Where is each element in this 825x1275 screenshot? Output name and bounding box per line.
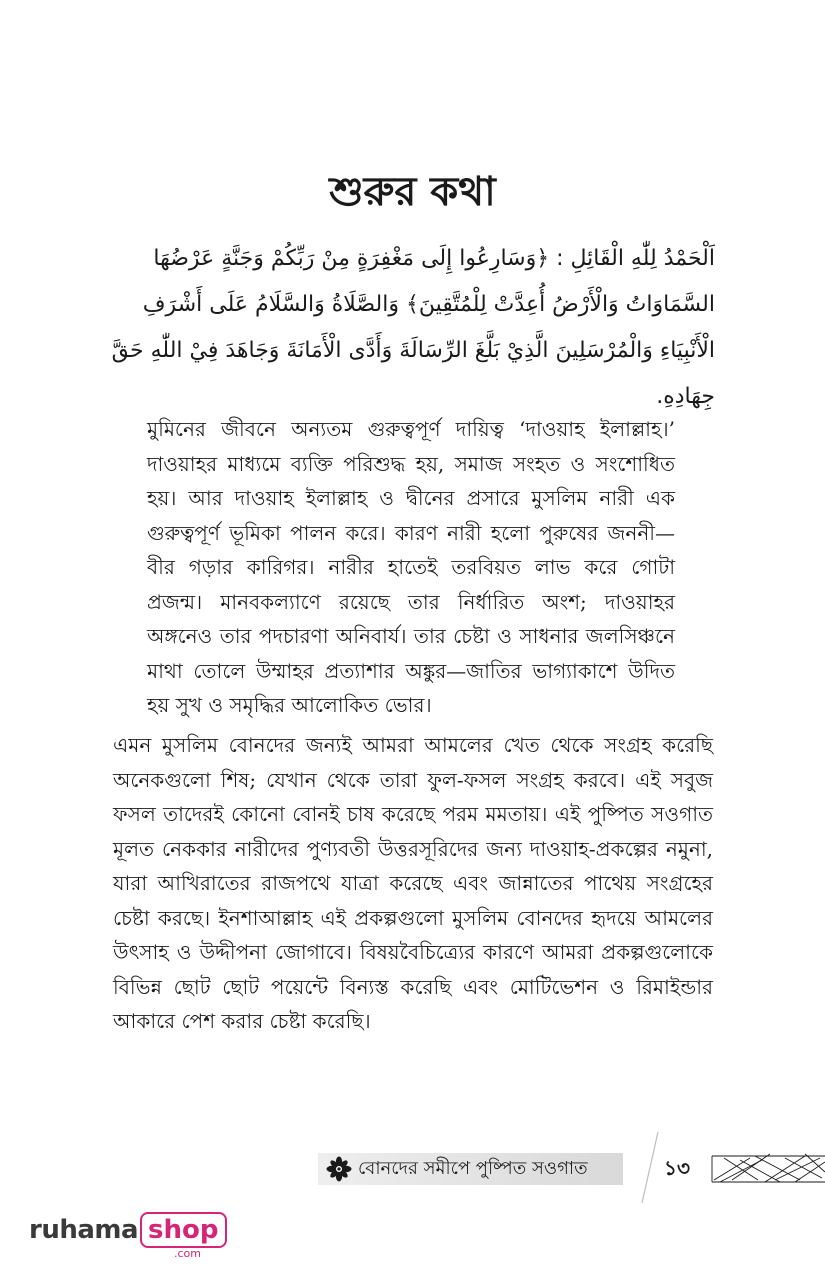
- arabic-invocation: [110, 236, 715, 420]
- ruhama-shop-logo: [29, 1212, 227, 1260]
- footer-hatch-ornament: [710, 1150, 825, 1188]
- body-paragraph: [113, 728, 713, 1039]
- logo-wordmark: ruhama: [29, 1215, 139, 1245]
- body-text: এমন মুসলিম বোনদের জন্যই আমরা আমলের খেত থেকে সংগ্রহ করেছি অনেকগুলো শিষ; যেখান থেকে তারা ফুল-ফসল সংগ্রহ করবে। এই সবুজ ফসল তাদেরই কোনো বোনই চাষ করেছে পরম মমতায়। এই পুষ্পিত সওগাত মূলত নেককার নারীদের পুণ্যবতী উত্তরসূরিদের জন্য দাওয়াহ-প্রকল্পের নমুনা, যারা আখিরাতের রাজপথে যাত্রা করেছে এবং জান্নাতের পাথেয় সংগ্রহের চেষ্টা করছে। ইনশাআল্লাহ এই প্রকল্পগুলো মুসলিম বোনদের হৃদয়ে আমলের উৎসাহ ও উদ্দীপনা জোগাবে। বিষয়বৈচিত্র্যের কারণে আমরা প্রকল্পগুলোকে বিভিন্ন ছোট ছোট পয়েন্টে বিন্যস্ত করেছি এবং মোটিভেশন ও রিমাইন্ডার আকারে পেশ করার চেষ্টা করেছি।: [113, 733, 713, 1033]
- logo-domain: .com: [174, 1247, 201, 1260]
- arabic-line: الْأَنْبِيَاءِ وَالْمُرْسَلِينَ الَّذِيْ بَلَّغَ الرِّسَالَةَ وَأَدَّى الْأَمَانَةَ وَجَاهَدَ فِيْ اللّٰهِ حَقَّ: [111, 338, 715, 363]
- logo-shop-badge: shop: [140, 1212, 226, 1248]
- flower-icon: [326, 1156, 352, 1182]
- arabic-line: اَلْحَمْدُ لِلّٰهِ الْقَائِلِ : ﴿وَسَارِعُوا إِلَى مَغْفِرَةٍ مِنْ رَبِّكُمْ وَجَنَّةٍ عَرْضُهَا: [153, 246, 715, 271]
- indented-paragraph: [147, 412, 675, 723]
- quote-text: মুমিনের জীবনে অন্যতম গুরুত্বপূর্ণ দায়িত্ব ‘দাওয়াহ ইলাল্লাহ।’ দাওয়াহর মাধ্যমে ব্যক্তি পরিশুদ্ধ হয়, সমাজ সংহত ও সংশোধিত হয়। আর দাওয়াহ ইলাল্লাহ ও দ্বীনের প্রসারে মুসলিম নারী এক গুরুত্বপূর্ণ ভূমিকা পালন করে। কারণ নারী হলো পুরুষের জননী—বীর গড়ার কারিগর। নারীর হাতেই তরবিয়ত লাভ করে গোটা প্রজন্ম। মানবকল্যাণে রয়েছে তার নির্ধারিত অংশ; দাওয়াহর অঙ্গনেও তার পদচারণা অনিবার্য। তার চেষ্টা ও সাধনার জলসিঞ্চনে মাথা তোলে উম্মাহর প্রত্যাশার অঙ্কুর—জাতির ভাগ্যাকাশে উদিত হয় সুখ ও সমৃদ্ধির আলোকিত ভোর।: [147, 417, 675, 717]
- arabic-line: السَّمَاوَاتُ وَالْأَرْضُ أُعِدَّتْ لِلْمُتَّقِينَ﴾ وَالصَّلَاةُ وَالسَّلَامُ عَلَى أَشْرَفِ: [142, 292, 715, 317]
- arabic-line: جِهَادِهِ.: [656, 384, 715, 409]
- page-number: ১৩: [664, 1156, 690, 1180]
- footer-book-title: বোনদের সমীপে পুষ্পিত সওগাত: [358, 1158, 588, 1179]
- page-title: শুরুর কথা: [329, 168, 496, 215]
